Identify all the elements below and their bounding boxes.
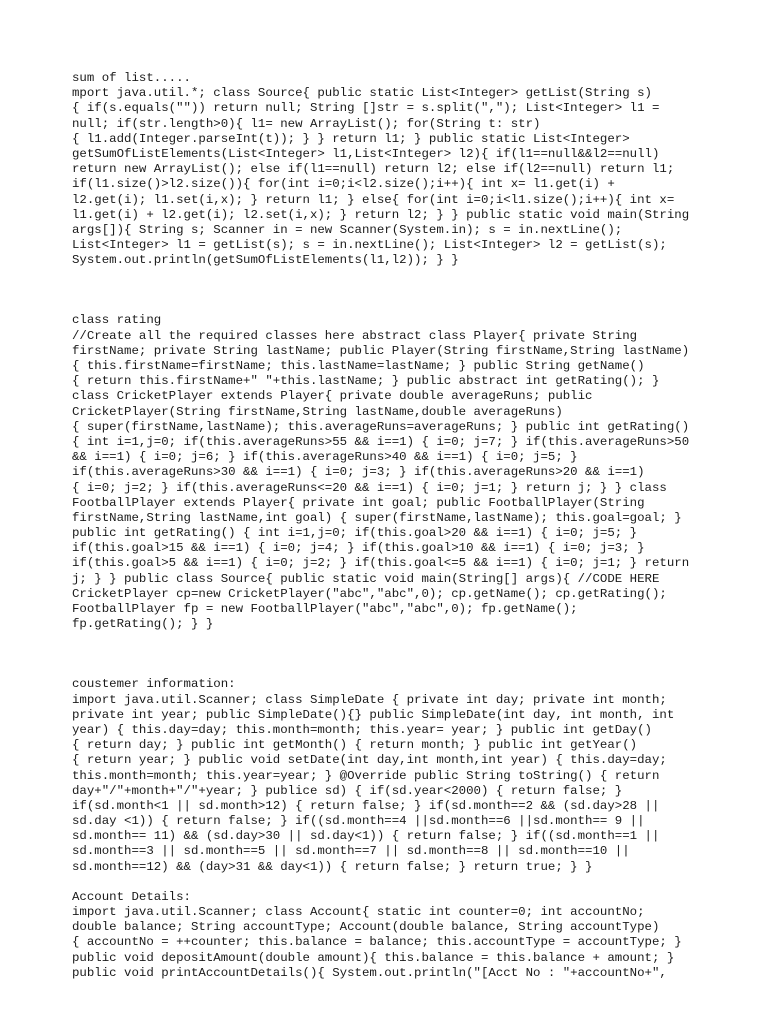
code-line: CricketPlayer(String firstName,String lastName,double averageRuns) [72,404,563,419]
code-line: && i==1) { i=0; j=6; } if(this.averageRuns>40 && i==1) { i=0; j=5; } [72,450,578,465]
section-gap [72,875,706,890]
section-gap [72,632,706,677]
code-line: { return year; } public void setDate(int day,int month,int year) { this.day=day; [72,753,667,768]
code-line: FootballPlayer extends Player{ private int goal; public FootballPlayer(String [72,495,645,510]
code-line: { i=0; j=2; } if(this.averageRuns<=20 && i==1) { i=0; j=1; } return j; } } class [72,480,667,495]
document-page [72,71,706,981]
code-line: FootballPlayer fp = new FootballPlayer("abc","abc",0); fp.getName(); [72,602,578,616]
code-line: sd.month== 11) && (sd.day>30 || sd.day<1)) { return false; } if((sd.month==1 || [72,829,660,844]
code-line: System.out.println(getSumOfListElements(l1,l2)); } } [72,253,459,268]
code-line: if(l1.size()>l2.size()){ for(int i=0;i<l2.size();i++){ int x= l1.get(i) + [72,177,615,192]
code-line: List<Integer> l1 = getList(s); s = in.nextLine(); List<Integer> l2 = getList(s); [72,238,667,253]
code-line: { l1.add(Integer.parseInt(t)); } } return l1; } public static List<Integer> [72,131,630,146]
code-line: { return day; } public int getMonth() { return month; } public int getYear() [72,738,638,753]
code-line: null; if(str.length>0){ l1= new ArrayList(); for(String t: str) [72,116,541,131]
code-line: public void depositAmount(double amount){ this.balance = this.balance + amount; } [72,950,675,965]
code-line: import java.util.Scanner; class Account{ static int counter=0; int accountNo; [72,905,645,919]
code-line: j; } } public class Source{ public static void main(String[] args){ //CODE HERE [72,571,660,586]
section-gap [72,268,706,313]
code-line: { this.firstName=firstName; this.lastName=lastName; } public String getName() [72,359,645,373]
code-line: args[]){ String s; Scanner in = new Scanner(System.in); s = in.nextLine(); [72,222,623,237]
section-title: coustemer information: [72,677,236,692]
code-line: public int getRating() { int i=1,j=0; if(this.goal>20 && i==1) { i=0; j=5; } [72,526,638,541]
code-line: import java.util.Scanner; class SimpleDate { private int day; private int month; [72,692,667,707]
code-line: mport java.util.*; class Source{ public static List<Integer> getList(String s) [72,86,652,101]
code-line: double balance; String accountType; Account(double balance, String accountType) [72,920,660,935]
code-line: sd.month==3 || sd.month==5 || sd.month==7 || sd.month==8 || sd.month==10 || [72,844,630,859]
code-line: getSumOfListElements(List<Integer> l1,List<Integer> l2){ if(l1==null&&l2==null) [72,146,660,161]
code-line: l1.get(i) + l2.get(i); l2.set(i,x); } return l2; } } public static void main(String [72,207,690,222]
code-line: year) { this.day=day; this.month=month; this.year= year; } public int getDay() [72,722,652,737]
section-title: sum of list..... [72,71,191,85]
code-line: if(sd.month<1 || sd.month>12) { return false; } if(sd.month==2 && (sd.day>28 || [72,798,660,813]
section-class-rating [72,313,706,632]
code-line: if(this.goal>15 && i==1) { i=0; j=4; } if(this.goal>10 && i==1) { i=0; j=3; } [72,541,645,556]
code-line: CricketPlayer cp=new CricketPlayer("abc","abc",0); cp.getName(); cp.getRating(); [72,586,667,601]
section-account-details [72,890,706,981]
code-line: firstName; private String lastName; public Player(String firstName,String lastName) [72,343,690,358]
code-line: private int year; public SimpleDate(){} public SimpleDate(int day, int month, int [72,707,675,722]
code-line: //Create all the required classes here abstract class Player{ private String [72,328,638,343]
code-line: firstName,String lastName,int goal) { super(firstName,lastName); this.goal=goal; } [72,510,682,525]
code-line: class CricketPlayer extends Player{ private double averageRuns; public [72,389,593,404]
code-line: l2.get(i); l1.set(i,x); } return l1; } else{ for(int i=0;i<l1.size();i++){ int x= [72,192,675,207]
code-line: if(this.averageRuns>30 && i==1) { i=0; j=3; } if(this.averageRuns>20 && i==1) [72,465,645,480]
section-title: class rating [72,313,162,328]
section-title: Account Details: [72,889,191,904]
section-customer-information [72,677,706,874]
code-line: day+"/"+month+"/"+year; } publice sd) { if(sd.year<2000) { return false; } [72,783,623,798]
section-sum-of-list [72,71,706,268]
code-line: { return this.firstName+" "+this.lastName; } public abstract int getRating(); } [72,374,660,389]
code-line: sd.day <1)) { return false; } if((sd.month==4 ||sd.month==6 ||sd.month== 9 || [72,814,645,829]
code-line: sd.month==12) && (day>31 && day<1)) { return false; } return true; } } [72,859,593,874]
code-line: { accountNo = ++counter; this.balance = balance; this.accountType = accountType; } [72,935,682,950]
code-line: public void printAccountDetails(){ System.out.println("[Acct No : "+accountNo+", [72,965,667,980]
code-line: return new ArrayList(); else if(l1==null) return l2; else if(l2==null) return l1; [72,162,675,177]
code-line: if(this.goal>5 && i==1) { i=0; j=2; } if(this.goal<=5 && i==1) { i=0; j=1; } return [72,556,690,571]
code-line: this.month=month; this.year=year; } @Override public String toString() { return [72,768,660,783]
code-line: { int i=1,j=0; if(this.averageRuns>55 && i==1) { i=0; j=7; } if(this.averageRuns>50 [72,434,690,449]
code-line: fp.getRating(); } } [72,617,214,632]
code-line: { super(firstName,lastName); this.averageRuns=averageRuns; } public int getRating() [72,419,690,434]
code-line: { if(s.equals("")) return null; String []str = s.split(","); List<Integer> l1 = [72,101,660,116]
